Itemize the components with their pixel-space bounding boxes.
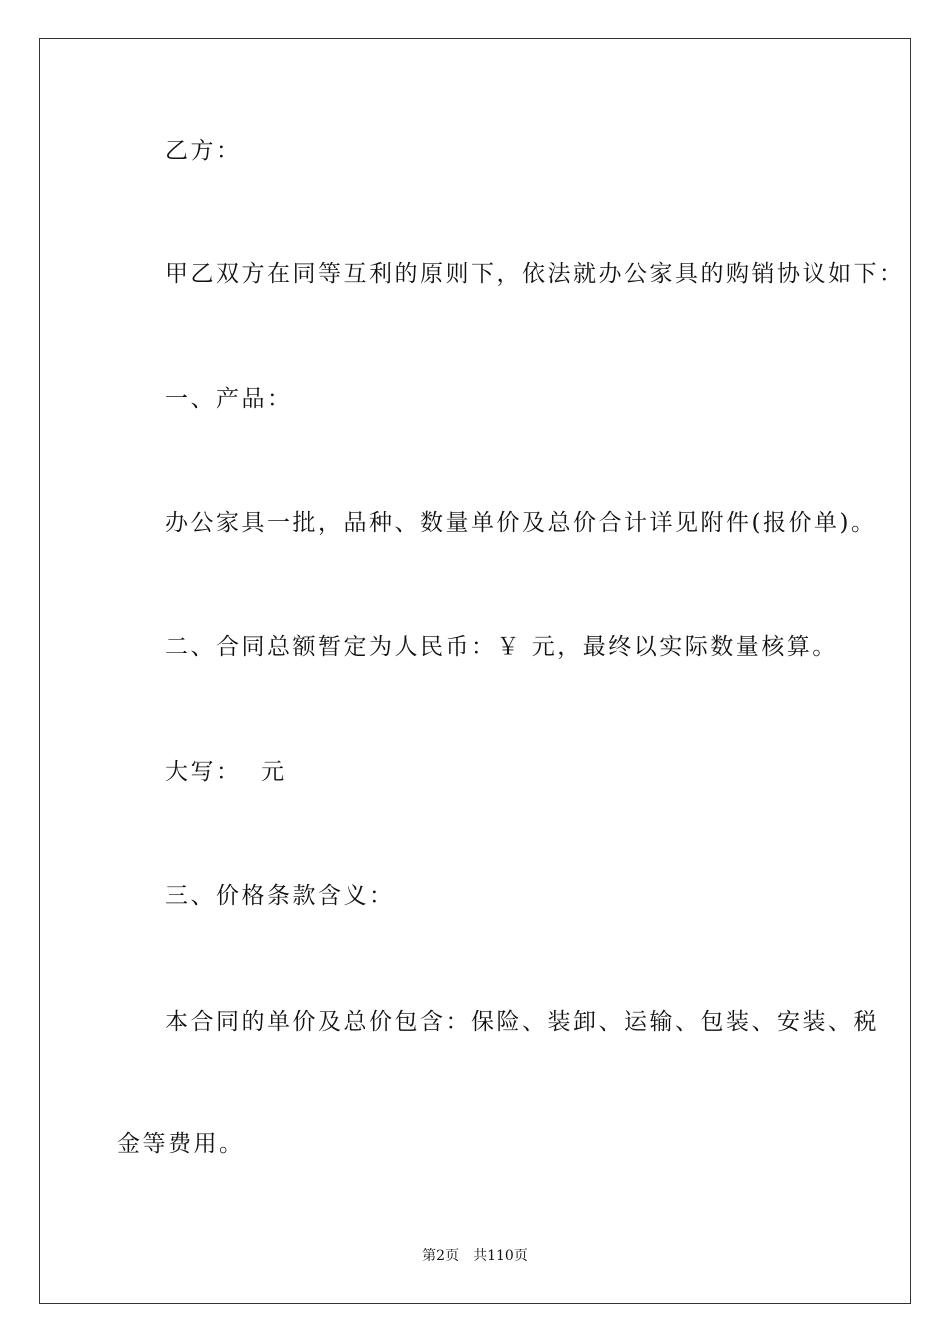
section-3-body-line-1: 本合同的单价及总价包含：保险、装卸、运输、包装、安装、税 [165, 1009, 879, 1035]
section-1-body: 办公家具一批，品种、数量单价及总价合计详见附件(报价单)。 [165, 510, 877, 536]
section-3-heading: 三、价格条款含义： [165, 883, 395, 909]
section-1-heading: 一、产品： [165, 386, 293, 412]
section-3-body-line-2: 金等费用。 [117, 1131, 245, 1157]
agreement-intro: 甲乙双方在同等互利的原则下，依法就办公家具的购销协议如下： [165, 261, 905, 287]
party-b-label: 乙方： [165, 138, 242, 164]
page-footer [0, 1249, 950, 1263]
page-total: 共110页 [473, 1248, 528, 1264]
page-number: 第2页 [422, 1248, 460, 1264]
page-frame [39, 38, 911, 1304]
section-2-total-amount: 二、合同总额暂定为人民币：￥ 元，最终以实际数量核算。 [165, 634, 838, 660]
amount-in-words: 大写： 元 [165, 759, 287, 785]
